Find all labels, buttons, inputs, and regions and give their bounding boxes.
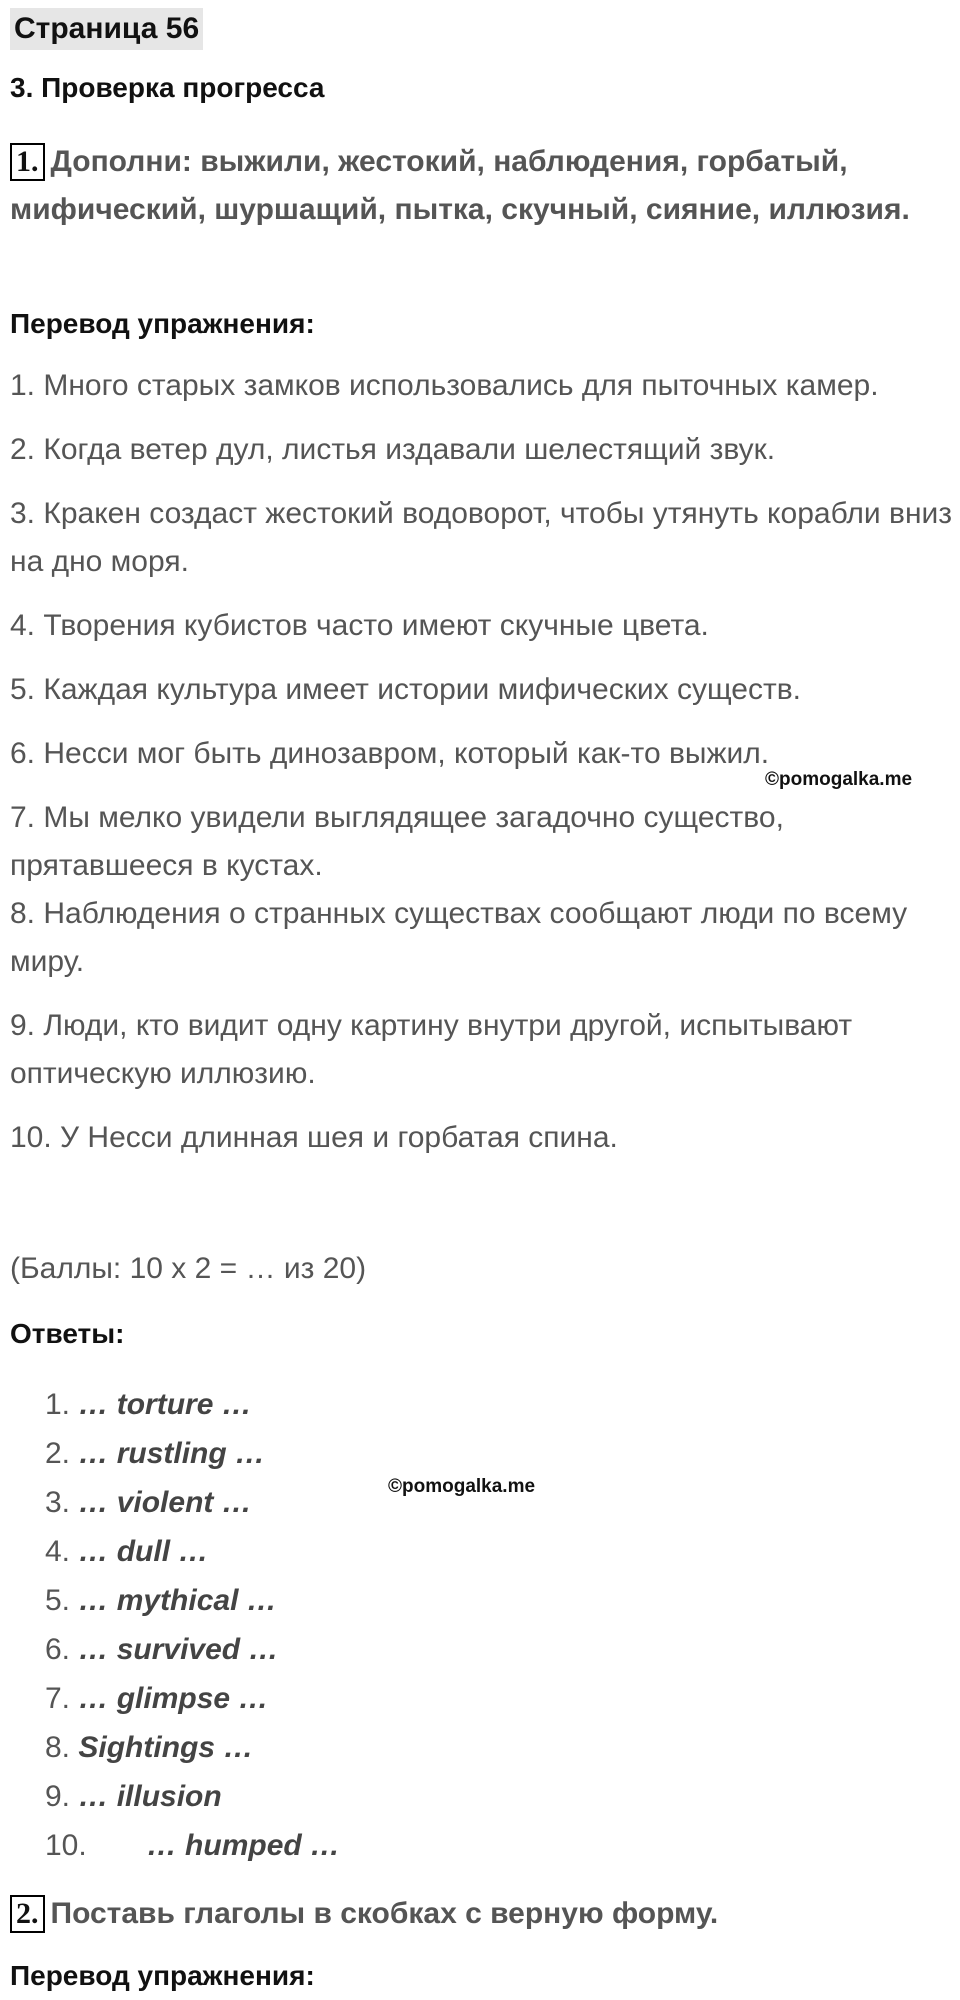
answer-text: … humped … — [146, 1829, 341, 1862]
answer-item — [45, 1429, 340, 1478]
task-2-number: 2. — [10, 1895, 45, 1933]
answer-number: 1. — [45, 1388, 71, 1421]
task-1-number: 1. — [10, 143, 45, 181]
answer-number: 10. — [45, 1829, 87, 1862]
answer-item — [45, 1723, 340, 1772]
answer-item — [45, 1576, 340, 1625]
answer-number: 3. — [45, 1486, 71, 1519]
sentence-5: 5. Каждая культура имеет истории мифических существ. — [10, 673, 802, 706]
answer-item — [45, 1674, 340, 1723]
sentence-1: 1. Много старых замков использовались для пыточных камер. — [10, 369, 879, 402]
answer-item — [45, 1478, 340, 1527]
sentence-10: 10. У Несси длинная шея и горбатая спина. — [10, 1121, 618, 1154]
sentence-4: 4. Творения кубистов часто имеют скучные цвета. — [10, 609, 709, 642]
answer-text: … rustling … — [78, 1437, 266, 1470]
answer-number: 9. — [45, 1780, 71, 1813]
answer-item — [45, 1380, 340, 1429]
sentence-8: 8. Наблюдения о странных существах сообщают люди по всему миру. — [10, 897, 908, 978]
answer-text: … dull … — [78, 1535, 209, 1568]
watermark: ©pomogalka.me — [765, 769, 913, 790]
task-2-text: Поставь глаголы в скобках с верную форму. — [50, 1897, 719, 1930]
section-title: 3. Проверка прогресса — [10, 72, 325, 103]
answer-number: 7. — [45, 1682, 71, 1715]
answer-number: 8. — [45, 1731, 71, 1764]
answer-item — [45, 1821, 340, 1870]
answer-text: … glimpse … — [78, 1682, 269, 1715]
task-1-text: Дополни: выжили, жестокий, наблюдения, горбатый, мифический, шуршащий, пытка, скучный, сияние, иллюзия. — [10, 145, 910, 226]
translation-heading: Перевод упражнения: — [10, 308, 315, 339]
answer-item — [45, 1527, 340, 1576]
answer-item — [45, 1625, 340, 1674]
task-1 — [10, 138, 950, 234]
watermark: ©pomogalka.me — [388, 1476, 536, 1497]
sentence-9: 9. Люди, кто видит одну картину внутри другой, испытывают оптическую иллюзию. — [10, 1009, 853, 1090]
answer-number: 4. — [45, 1535, 71, 1568]
answers-heading: Ответы: — [10, 1318, 125, 1349]
sentence-3: 3. Кракен создаст жестокий водоворот, чтобы утянуть корабли вниз на дно моря. — [10, 497, 953, 578]
answer-text: … illusion — [78, 1780, 222, 1813]
translation-heading-2: Перевод упражнения: — [10, 1960, 315, 1991]
sentence-6: 6. Несси мог быть динозавром, который как-то выжил. — [10, 737, 770, 770]
score-line: (Баллы: 10 х 2 = … из 20) — [10, 1252, 367, 1285]
answer-text: … violent … — [78, 1486, 252, 1519]
sentence-7: 7. Мы мелко увидели выглядящее загадочно существо, прятавшееся в кустах. — [10, 801, 784, 882]
answers-list — [45, 1380, 340, 1870]
answer-number: 2. — [45, 1437, 71, 1470]
answer-text: … torture … — [78, 1388, 252, 1421]
task-2 — [10, 1890, 950, 1938]
sentence-2: 2. Когда ветер дул, листья издавали шелестящий звук. — [10, 433, 776, 466]
answer-item — [45, 1772, 340, 1821]
answer-number: 5. — [45, 1584, 71, 1617]
answer-text: … survived … — [78, 1633, 279, 1666]
answer-text: … mythical … — [78, 1584, 277, 1617]
answer-number: 6. — [45, 1633, 71, 1666]
answer-text: Sightings … — [78, 1731, 254, 1764]
page-title: Страница 56 — [10, 8, 203, 50]
